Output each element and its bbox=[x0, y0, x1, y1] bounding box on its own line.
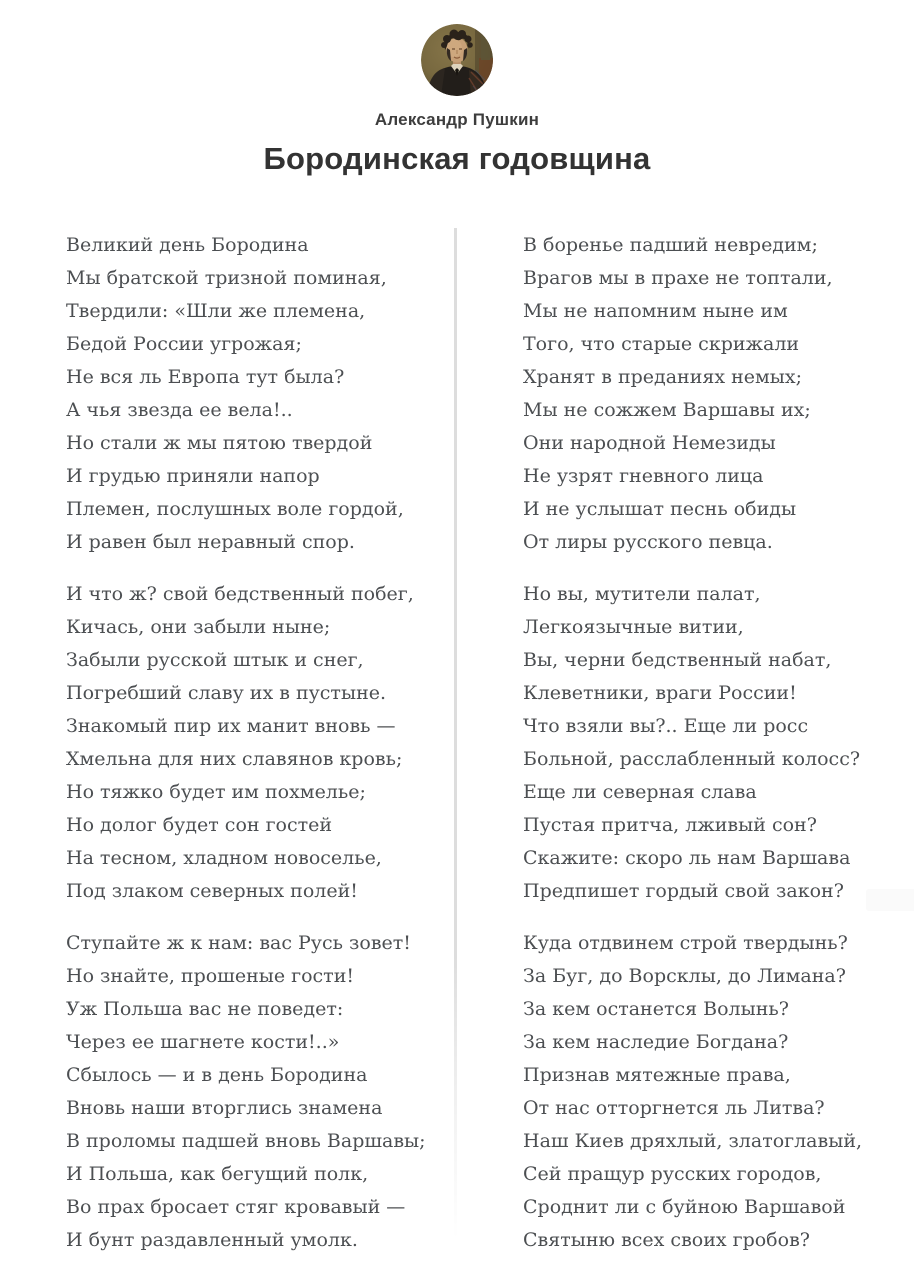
poem-line: Святыню всех своих гробов? bbox=[523, 1229, 810, 1251]
poem-line: И не услышат песнь обиды bbox=[523, 498, 797, 520]
author-name[interactable]: Александр Пушкин bbox=[374, 110, 540, 129]
poem-line: Кичась, они забыли ныне; bbox=[66, 616, 331, 638]
poem-line: Того, что старые скрижали bbox=[523, 333, 800, 355]
poem-line: За кем останется Волынь? bbox=[523, 998, 789, 1020]
poem-line: Не узрят гневного лица bbox=[523, 465, 764, 487]
pushkin-portrait-icon bbox=[421, 83, 493, 96]
poem-line: И что ж? свой бедственный побег, bbox=[66, 583, 414, 605]
poem-line: Но долог будет сон гостей bbox=[66, 814, 333, 836]
poem-line: Предпишет гордый свой закон? bbox=[523, 880, 844, 902]
poem-line: Мы не напомним ныне им bbox=[523, 300, 788, 322]
poem-line: Хранят в преданиях немых; bbox=[523, 366, 803, 388]
stanza-2 bbox=[66, 578, 451, 908]
poem-line: Знакомый пир их манит вновь — bbox=[66, 715, 396, 737]
poem-line: Во прах бросает стяг кровавый — bbox=[66, 1196, 406, 1218]
poem-line: Клеветники, враги России! bbox=[523, 682, 797, 704]
poem-line: Сроднит ли с буйною Варшавой bbox=[523, 1196, 846, 1218]
poem-line: Еще ли северная слава bbox=[523, 781, 757, 803]
poem-line: Великий день Бородина bbox=[66, 234, 309, 256]
poem-line: Врагов мы в прахе не топтали, bbox=[523, 267, 833, 289]
poem-line: Они народной Немезиды bbox=[523, 432, 776, 454]
poem-line: Вы, черни бедственный набат, bbox=[523, 649, 832, 671]
poem-line: Через ее шагнете кости!..» bbox=[66, 1031, 340, 1053]
poem-title: Бородинская годовщина bbox=[263, 141, 651, 176]
author-avatar[interactable] bbox=[421, 24, 493, 96]
poem-line: Под злаком северных полей! bbox=[66, 880, 358, 902]
poem-line: Но тяжко будет им похмелье; bbox=[66, 781, 366, 803]
poem-line: Но знайте, прошеные гости! bbox=[66, 965, 354, 987]
poem-line: Но стали ж мы пятою твердой bbox=[66, 432, 373, 454]
poem-line: За кем наследие Богдана? bbox=[523, 1031, 789, 1053]
column-divider bbox=[454, 228, 457, 1240]
poem-column-left bbox=[66, 229, 451, 1257]
poem-line: Легкоязычные витии, bbox=[523, 616, 744, 638]
poem-line: В проломы падшей вновь Варшавы; bbox=[66, 1130, 426, 1152]
poem-line: Пустая притча, лживый сон? bbox=[523, 814, 817, 836]
poem-line: Что взяли вы?.. Еще ли росс bbox=[523, 715, 809, 737]
poem-line: От нас отторгнется ль Литва? bbox=[523, 1097, 825, 1119]
poem-line: Уж Польша вас не поведет: bbox=[66, 998, 344, 1020]
poem-line: Куда отдвинем строй твердынь? bbox=[523, 932, 848, 954]
poem-line: А чья звезда ее вела!.. bbox=[66, 399, 293, 421]
poem-line: Хмельна для них славянов кровь; bbox=[66, 748, 403, 770]
poem-line: Бедой России угрожая; bbox=[66, 333, 302, 355]
poem-line: Не вся ль Европа тут была? bbox=[66, 366, 345, 388]
poem-line: Наш Киев дряхлый, златоглавый, bbox=[523, 1130, 863, 1152]
poem-line: И Польша, как бегущий полк, bbox=[66, 1163, 369, 1185]
poem-line: Сей пращур русских городов, bbox=[523, 1163, 822, 1185]
poem-line: Больной, расслабленный колосс? bbox=[523, 748, 861, 770]
poem-line: Забыли русской штык и снег, bbox=[66, 649, 364, 671]
poem-line: Но вы, мутители палат, bbox=[523, 583, 761, 605]
poem-line: Погребший славу их в пустыне. bbox=[66, 682, 387, 704]
poem-line: Ступайте ж к нам: вас Русь зовет! bbox=[66, 932, 411, 954]
poem-line: Скажите: скоро ль нам Варшава bbox=[523, 847, 851, 869]
poem-line: И равен был неравный спор. bbox=[66, 531, 355, 553]
poem-line: Племен, послушных воле гордой, bbox=[66, 498, 404, 520]
poem-line: Сбылось — и в день Бородина bbox=[66, 1064, 368, 1086]
poem-line: Твердили: «Шли же племена, bbox=[66, 300, 366, 322]
poem-line: Мы не сожжем Варшавы их; bbox=[523, 399, 811, 421]
poem-line: За Буг, до Ворсклы, до Лимана? bbox=[523, 965, 846, 987]
poem-line: В боренье падший невредим; bbox=[523, 234, 818, 256]
stanza-4 bbox=[523, 229, 914, 559]
stanza-5 bbox=[523, 578, 914, 908]
poem-line: На тесном, хладном новоселье, bbox=[66, 847, 382, 869]
poem-line: Вновь наши вторглись знамена bbox=[66, 1097, 383, 1119]
page-edge-shade bbox=[866, 889, 914, 911]
poem-line: Мы братской тризной поминая, bbox=[66, 267, 387, 289]
poem-line: И бунт раздавленный умолк. bbox=[66, 1229, 358, 1251]
poem-line: И грудью приняли напор bbox=[66, 465, 320, 487]
stanza-1 bbox=[66, 229, 451, 559]
poem-line: Признав мятежные права, bbox=[523, 1064, 791, 1086]
stanza-6 bbox=[523, 927, 914, 1257]
poem-column-right bbox=[523, 229, 914, 1257]
stanza-3 bbox=[66, 927, 451, 1257]
poem-line: От лиры русского певца. bbox=[523, 531, 773, 553]
